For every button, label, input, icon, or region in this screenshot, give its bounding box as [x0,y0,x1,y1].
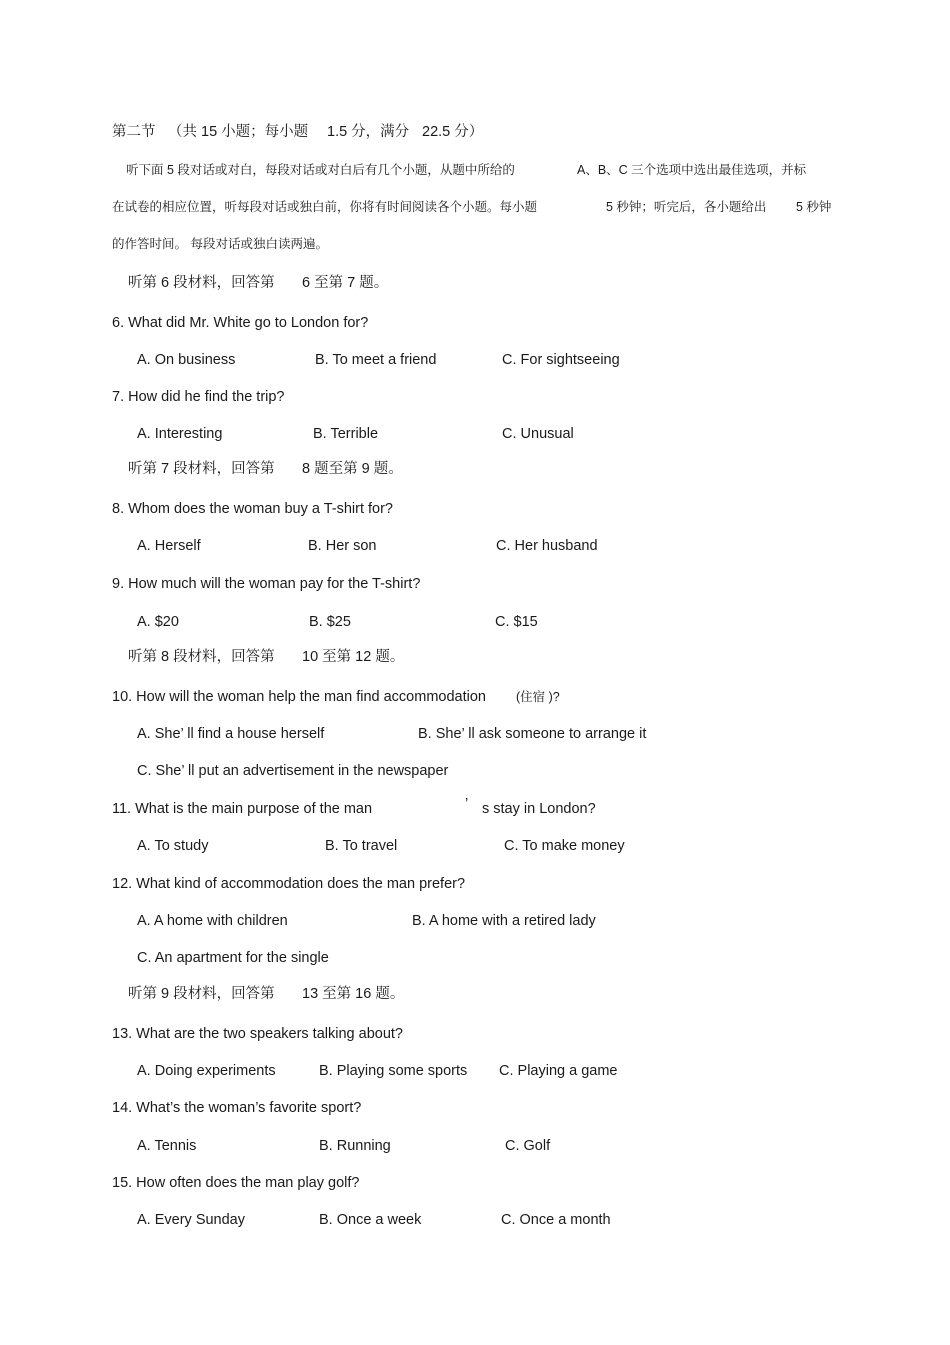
q7-option-b: B. Terrible [313,426,379,442]
q14-option-a: A. Tennis [137,1138,197,1154]
question-10-note: (住宿 )? [516,690,560,704]
q13-option-a: A. Doing experiments [137,1063,276,1079]
section-points-total: 22.5 分） [422,124,484,140]
q11-option-c: C. To make money [504,838,625,854]
q9-option-c: C. $15 [495,614,538,630]
question-6: 6. What did Mr. White go to London for? [112,315,369,331]
q6-option-c: C. For sightseeing [502,352,620,368]
material-7-heading: 听第 7 段材料，回答第 [128,461,275,477]
question-9: 9. How much will the woman pay for the T-shirt? [112,576,421,592]
instruction-line-2a: 在试卷的相应位置，听每段对话或独白前，你将有时间阅读各个小题。每小题 [112,200,538,214]
q13-option-c: C. Playing a game [499,1063,618,1079]
instruction-line-2b: 5 秒钟；听完后，各小题给出 [606,200,767,214]
section-title: 第二节 [112,124,156,140]
q12-option-b: B. A home with a retired lady [412,913,596,929]
q12-option-a: A. A home with children [137,913,288,929]
material-8-heading: 听第 8 段材料，回答第 [128,649,275,665]
question-11-apostrophe: ’ [465,796,469,812]
q11-option-b: B. To travel [325,838,398,854]
q15-option-c: C. Once a month [501,1212,611,1228]
q10-option-a: A. She’ ll find a house herself [137,726,325,742]
q7-option-c: C. Unusual [502,426,574,442]
q8-option-b: B. Her son [308,538,377,554]
q8-option-c: C. Her husband [496,538,598,554]
material-6-range: 6 至第 7 题。 [302,275,389,291]
q9-option-a: A. $20 [137,614,179,630]
q9-option-b: B. $25 [309,614,351,630]
q15-option-a: A. Every Sunday [137,1212,245,1228]
q11-option-a: A. To study [137,838,209,854]
question-11-end: s stay in London? [482,801,596,817]
question-13: 13. What are the two speakers talking about? [112,1026,403,1042]
section-count: （共 15 小题；每小题 [168,124,309,140]
q7-option-a: A. Interesting [137,426,223,442]
material-6-heading: 听第 6 段材料，回答第 [128,275,275,291]
q14-option-b: B. Running [319,1138,391,1154]
q13-option-b: B. Playing some sports [319,1063,468,1079]
question-12: 12. What kind of accommodation does the man prefer? [112,876,466,892]
instruction-line-1a: 听下面 5 段对话或对白，每段对话或对白后有几个小题，从题中所给的 [126,163,515,177]
material-9-range: 13 至第 16 题。 [302,986,405,1002]
q15-option-b: B. Once a week [319,1212,422,1228]
material-9-heading: 听第 9 段材料，回答第 [128,986,275,1002]
material-8-range: 10 至第 12 题。 [302,649,405,665]
question-11: 11. What is the main purpose of the man [112,801,373,817]
section-points-each: 1.5 分，满分 [327,124,410,140]
instruction-line-1b: A、B、C 三个选项中选出最佳选项，并标 [577,163,807,177]
q12-option-c: C. An apartment for the single [137,950,329,966]
question-7: 7. How did he find the trip? [112,389,285,405]
question-14: 14. What’s the woman’s favorite sport? [112,1100,362,1116]
q10-option-b: B. She’ ll ask someone to arrange it [418,726,647,742]
instruction-line-2c: 5 秒钟 [796,200,832,214]
material-7-range: 8 题至第 9 题。 [302,461,403,477]
question-8: 8. Whom does the woman buy a T-shirt for? [112,501,394,517]
q8-option-a: A. Herself [137,538,201,554]
question-10: 10. How will the woman help the man find accommodation [112,689,486,705]
q14-option-c: C. Golf [505,1138,551,1154]
question-15: 15. How often does the man play golf? [112,1175,360,1191]
q6-option-a: A. On business [137,352,236,368]
instruction-line-3: 的作答时间。 每段对话或独白读两遍。 [112,237,328,251]
q10-option-c: C. She’ ll put an advertisement in the newspaper [137,763,449,779]
q6-option-b: B. To meet a friend [315,352,437,368]
